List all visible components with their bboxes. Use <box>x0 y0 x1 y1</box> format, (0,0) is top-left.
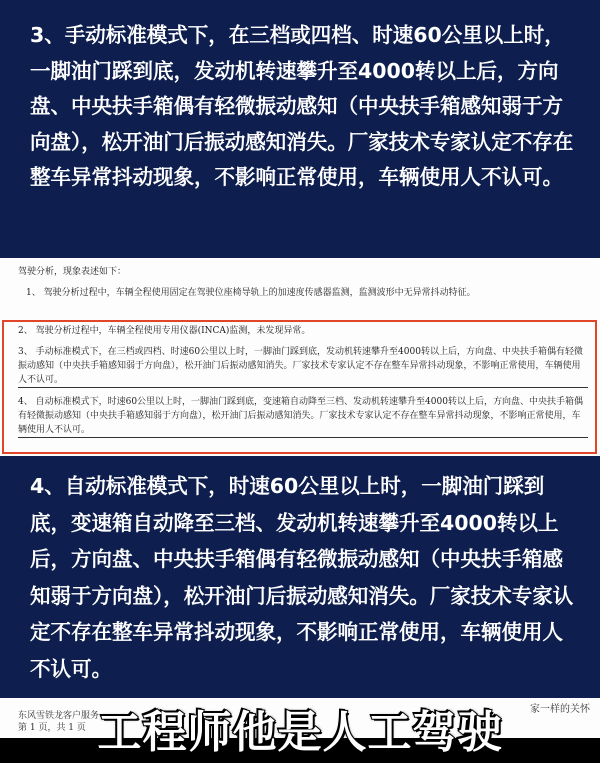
footer-company: 东风雪铁龙客户服务 <box>18 711 100 721</box>
document-intro: 驾驶分析，现象表述如下： <box>18 267 127 277</box>
red-highlight-box <box>2 320 597 454</box>
document-item-3: 3、 手动标准模式下，在三档或四档、时速60公里以上时，一脚油门踩到底，发动机转速攀升至4000转以上后，方向盘、中央扶手箱偶有轻微振动感知（中央扶手箱感知弱于方向盘），松开油门后振动感知消失。厂家技术专家认定不存在整车异常抖动现象，不影响正常使用，车辆使用人不认可。 <box>18 345 588 388</box>
document-item-4: 4、 自动标准模式下，时速60公里以上时，一脚油门踩到底，变速箱自动降至三档、发动机转速攀升至4000转以上后，方向盘、中央扶手箱偶有轻微振动感知（中央扶手箱感知弱于方向盘），松开油门后振动感知消失。厂家技术专家认定不存在整车异常抖动现象，不影响正常使用，车辆使用人不认可。 <box>18 395 588 438</box>
bottom-quote-text: 4、自动标准模式下，时速60公里以上时，一脚油门踩到底，变速箱自动降至三档、发动机转速攀升至4000转以上后，方向盘、中央扶手箱偶有轻微振动感知（中央扶手箱感知弱于方向盘），松开油门后振动感知消失。厂家技术专家认定不存在整车异常抖动现象，不影响正常使用，车辆使用人不认可。 <box>30 474 574 681</box>
top-quote-panel <box>0 0 600 258</box>
document-item-2: 2、 驾驶分析过程中，车辆全程使用专用仪器(INCA)监测，未发现异常。 <box>18 326 311 336</box>
bottom-quote-panel <box>0 456 600 698</box>
footer-page: 第 1 页，共 1 页 <box>18 723 86 733</box>
footer-slogan: 家一样的关怀 <box>530 704 590 715</box>
video-caption: 工程师他是人工驾驶 <box>97 707 503 758</box>
top-quote-text: 3、手动标准模式下，在三档或四档、时速60公里以上时，一脚油门踩到底，发动机转速攀升至4000转以上后，方向盘、中央扶手箱偶有轻微振动感知（中央扶手箱感知弱于方向盘），松开油门后振动感知消失。厂家技术专家认定不存在整车异常抖动现象，不影响正常使用，车辆使用人不认可。 <box>30 23 574 189</box>
document-item-1: 1、 驾驶分析过程中，车辆全程使用固定在驾驶位座椅导轨上的加速度传感器监测，监测波形中无异常抖动特征。 <box>26 288 476 298</box>
